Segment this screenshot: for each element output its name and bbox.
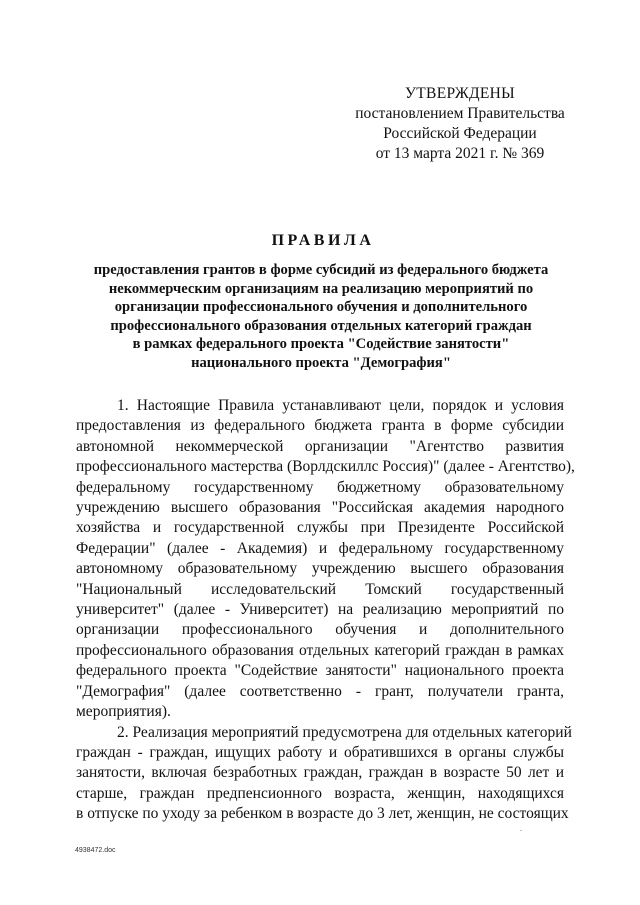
paragraph-1 (76, 396, 575, 723)
paragraph-line: Федерации" (далее - Академия) и федеральному государственному (76, 539, 564, 557)
subtitle-line: в рамках федерального проекта "Содействие занятости" (132, 336, 510, 353)
paragraph-line: 1. Настоящие Правила устанавливают цели, порядок и условия (117, 397, 564, 414)
paragraph-line: граждан - граждан, ищущих работу и обратившихся в органы службы (76, 743, 564, 761)
footer-filename: 4938472.doc (75, 847, 116, 854)
subtitle-line: предоставления грантов в форме субсидий из федерального бюджета (93, 262, 549, 278)
paragraph-line: "Национальный исследовательский Томский государственный (76, 580, 564, 598)
scan-speck (520, 830, 522, 831)
document-body (76, 396, 575, 825)
document-subtitle (60, 261, 582, 373)
paragraph-line: профессионального мастерства (Ворлдскиллс Россия)" (далее - Агентство), (76, 458, 575, 476)
subtitle-line: профессионального образования отдельных категорий граждан (110, 317, 532, 334)
paragraph-line: предоставления из федерального бюджета гранта в форме субсидии (76, 417, 564, 435)
approval-line-1: постановлением Правительства (355, 105, 565, 122)
subtitle-line: организации профессионального обучения и дополнительного (114, 299, 528, 316)
paragraph-line: 2. Реализация мероприятий предусмотрена для отдельных категорий (117, 723, 572, 741)
paragraph-line: старше, граждан предпенсионного возраста, женщин, находящихся (76, 784, 564, 802)
paragraph-line: хозяйства и государственной службы при Президенте Российской (76, 519, 564, 537)
subtitle-line: национального проекта "Демография" (191, 354, 451, 371)
paragraph-line: мероприятия). (76, 703, 171, 721)
paragraph-line: автономной некоммерческой организации "Агентство развития (76, 437, 564, 455)
subtitle-line: некоммерческим организациям на реализацию мероприятий по (108, 280, 534, 297)
paragraph-line: университет" (далее - Университет) на реализацию мероприятий по (76, 601, 564, 619)
paragraph-line: в отпуске по уходу за ребенком в возрасте до 3 лет, женщин, не состоящих (76, 805, 569, 823)
document-title: ПРАВИЛА (271, 232, 375, 249)
approval-line-3: от 13 марта 2021 г. № 369 (375, 145, 545, 162)
paragraph-line: организации профессионального обучения и дополнительного (76, 621, 564, 639)
paragraph-line: занятости, включая безработных граждан, граждан в возрасте 50 лет и (76, 764, 564, 782)
paragraph-2 (76, 723, 572, 825)
paragraph-line: автономному образовательному учреждению высшего образования (76, 560, 564, 578)
paragraph-line: федеральному государственному бюджетному образовательному (76, 478, 564, 496)
paragraph-line: "Демография" (далее соответственно - грант, получатели гранта, (76, 682, 564, 700)
approval-line-2: Российской Федерации (383, 125, 537, 142)
approval-stamp (340, 84, 580, 164)
paragraph-line: федерального проекта "Содействие занятости" национального проекта (76, 662, 564, 680)
approval-title: УТВЕРЖДЕНЫ (405, 85, 515, 102)
paragraph-line: профессионального образования отдельных категорий граждан в рамках (76, 641, 564, 659)
paragraph-line: учреждению высшего образования "Российская академия народного (76, 499, 564, 517)
